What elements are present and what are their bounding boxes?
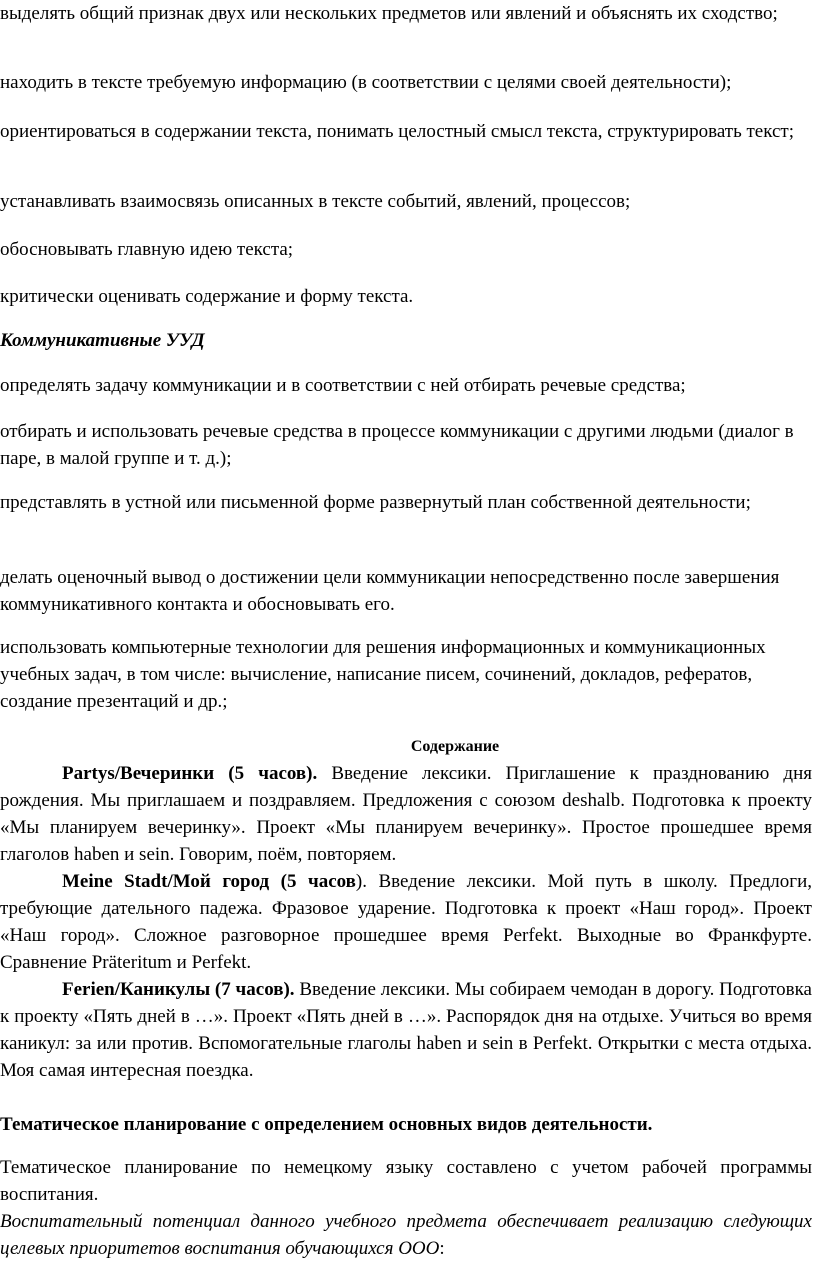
section-title: Partys/Вечеринки (5 часов). [62,763,318,784]
content-section-stadt [0,868,812,976]
section-title: Meine Stadt/Мой город (5 часов [62,871,356,892]
list-item: обосновывать главную идею текста; [0,239,294,260]
potential-text [0,1208,812,1262]
section-heading-communicative: Коммуникативные УУД [0,330,205,351]
list-item: делать оценочный вывод о достижении цели коммуникации непосредственно после завершения коммуникативного контакта и обосновывать его. [0,567,780,615]
section-title: Ferien/Каникулы (7 часов). [62,979,295,1000]
list-item: выделять общий признак двух или нескольких предметов или явлений и объяснять их сходство; [0,3,778,24]
section-text: Введение лексики. Мы собираем чемодан в дорогу. Подготовка к проекту «Пять дней в …». Проект «Пять дней в …». Распорядок дня на отдыхе. Учиться во время каникул: за или против. Вспомогательные глаголы haben и sein в Perfekt. Открытки с места отдыха. Моя самая интересная поездка. [0,979,812,1081]
list-item: отбирать и использовать речевые средства в процессе коммуникации с другими людьми (диалог в паре, в малой группе и т. д.); [0,421,794,469]
section-text: ). Введение лексики. Мой путь в школу. Предлоги, требующие дательного падежа. Фразовое ударение. Подготовка к проект «Наш город». Проект «Наш город». Сложное разговорное прошедшее время Perfekt. Выходные во Франкфурте. Сравнение Präteritum и Perfekt. [0,871,812,973]
planning-title: Тематическое планирование с определением основных видов деятельности. [0,1114,653,1135]
list-item: представлять в устной или письменной форме развернутый план собственной деятельности; [0,492,751,513]
list-item: ориентироваться в содержании текста, понимать целостный смысл текста, структурировать текст; [0,121,795,142]
list-item: определять задачу коммуникации и в соответствии с ней отбирать речевые средства; [0,375,686,396]
list-item: критически оценивать содержание и форму текста. [0,286,414,307]
planning-text: Тематическое планирование по немецкому языку составлено с учетом рабочей программы воспитания. [0,1157,812,1205]
content-title: Содержание [410,738,500,755]
list-item: находить в тексте требуемую информацию (в соответствии с целями своей деятельности); [0,72,732,93]
list-item: устанавливать взаимосвязь описанных в тексте событий, явлений, процессов; [0,191,631,212]
section-text: Введение лексики. Приглашение к празднованию дня рождения. Мы приглашаем и поздравляем. Предложения с союзом deshalb. Подготовка к проекту «Мы планируем вечеринку». Проект «Мы планируем вечеринку». Простое прошедшее время глаголов haben и sein. Говорим, поём, повторяем. [0,763,812,865]
potential-colon: : [439,1238,445,1259]
content-section-ferien [0,976,812,1084]
content-section-partys [0,760,812,868]
list-item: использовать компьютерные технологии для решения информационных и коммуникационных учебных задач, в том числе: вычисление, написание писем, сочинений, докладов, рефератов, создание презентаций и др.; [0,637,766,712]
potential-italic: Воспитательный потенциал данного учебного предмета обеспечивает реализацию следующих целевых приоритетов воспитания обучающихся ООО [0,1211,812,1259]
